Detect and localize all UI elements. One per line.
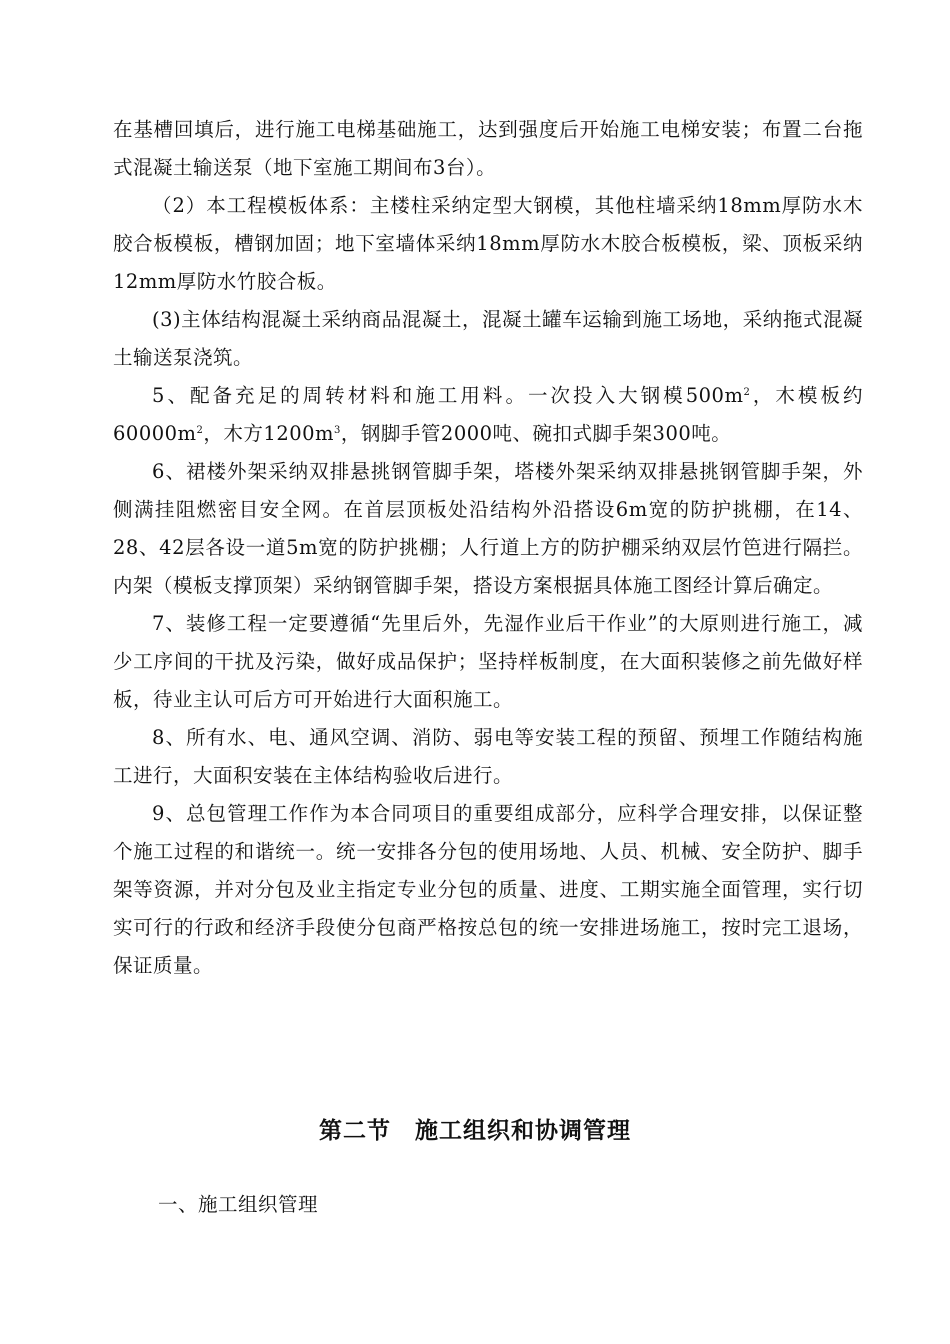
text-segment: 5、配备充足的周转材料和施工用料。一次投入大钢模500m bbox=[152, 384, 744, 407]
section-title: 第二节 施工组织和协调管理 bbox=[319, 1118, 631, 1144]
text-segment: 7、装修工程一定要遵循“先里后外，先湿作业后干作业”的大原则进行施工，减少工序间的干扰及污染，做好成品保护；坚持样板制度，在大面积装修之前先做好样板，待业主认可后方可开始进行大面积施工。 bbox=[113, 612, 863, 711]
paragraph-p3 bbox=[113, 301, 863, 377]
paragraph-p4 bbox=[113, 377, 863, 453]
subheading: 一、施工组织管理 bbox=[158, 1193, 319, 1216]
text-segment: ，木模板约60000m bbox=[113, 384, 863, 445]
paragraph-p1 bbox=[113, 111, 863, 187]
text-segment: 6、裙楼外架采纳双排悬挑钢管脚手架，塔楼外架采纳双排悬挑钢管脚手架，外侧满挂阻燃密目安全网。在首层顶板处沿结构外沿搭设6m宽的防护挑棚，在14、28、42层各设一道5m宽的防护挑棚；人行道上方的防护棚采纳双层竹笆进行隔拦。内架（模板支撑顶架）采纳钢管脚手架，搭设方案根据具体施工图经计算后确定。 bbox=[113, 460, 863, 597]
paragraph-p2 bbox=[113, 187, 863, 301]
paragraph-p5 bbox=[113, 453, 863, 605]
superscript: 2 bbox=[196, 425, 204, 436]
text-segment: ，木方1200m bbox=[203, 422, 335, 445]
text-segment: 在基槽回填后，进行施工电梯基础施工，达到强度后开始施工电梯安装；布置二台拖式混凝土输送泵（地下室施工期间布3台）。 bbox=[113, 118, 863, 179]
superscript: 2 bbox=[743, 387, 751, 398]
text-segment: (3)主体结构混凝土采纳商品混凝土，混凝土罐车运输到施工场地，采纳拖式混凝土输送泵浇筑。 bbox=[113, 308, 863, 369]
body-text bbox=[113, 111, 863, 985]
superscript: 3 bbox=[334, 425, 341, 436]
text-segment: ，钢脚手管2000吨、碗扣式脚手架300吨。 bbox=[340, 422, 732, 445]
text-segment: （2）本工程模板体系：主楼柱采纳定型大钢模，其他柱墙采纳18mm厚防水木胶合板模板，槽钢加固；地下室墙体采纳18mm厚防水木胶合板模板，梁、顶板采纳12mm厚防水竹胶合板。 bbox=[113, 194, 863, 293]
paragraph-p7 bbox=[113, 719, 863, 795]
text-segment: 8、所有水、电、通风空调、消防、弱电等安装工程的预留、预埋工作随结构施工进行，大面积安装在主体结构验收后进行。 bbox=[113, 726, 863, 787]
text-segment: 9、总包管理工作作为本合同项目的重要组成部分，应科学合理安排，以保证整个施工过程的和谐统一。统一安排各分包的使用场地、人员、机械、安全防护、脚手架等资源，并对分包及业主指定专业分包的质量、进度、工期实施全面管理，实行切实可行的行政和经济手段使分包商严格按总包的统一安排进场施工，按时完工退场，保证质量。 bbox=[113, 802, 863, 977]
paragraph-p6 bbox=[113, 605, 863, 719]
paragraph-p8 bbox=[113, 795, 863, 985]
